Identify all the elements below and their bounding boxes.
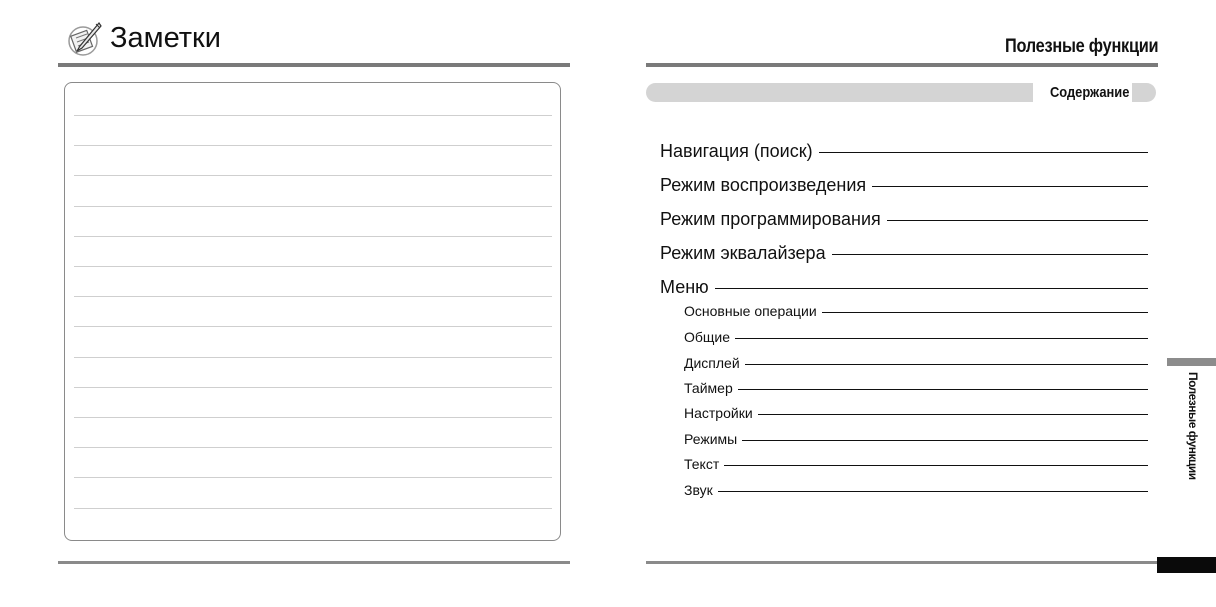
toc-subentry[interactable]	[684, 355, 1148, 371]
toc-subentry-label: Режимы	[684, 431, 738, 447]
contents-label-text: Содержание	[1049, 84, 1129, 101]
toc-leader-line	[742, 440, 1148, 441]
toc-subentry-label: Основные операции	[684, 303, 817, 319]
note-line	[74, 236, 552, 237]
notes-title: Заметки	[110, 22, 221, 54]
toc-subentry[interactable]	[684, 329, 1148, 345]
toc-subentry-label: Настройки	[684, 405, 753, 421]
toc-entry[interactable]	[660, 141, 1148, 162]
toc-leader-line	[735, 338, 1148, 339]
note-line	[74, 115, 552, 116]
toc-entry-label: Режим программирования	[660, 209, 881, 229]
toc-entry[interactable]	[660, 243, 1148, 264]
notes-box	[64, 82, 561, 541]
side-tab-bar	[1167, 358, 1216, 366]
toc-subentry-label: Текст	[684, 456, 720, 472]
note-line	[74, 266, 552, 267]
toc-leader-line	[872, 186, 1148, 187]
bottom-rule-left	[58, 561, 570, 564]
contents-label	[1033, 83, 1132, 102]
toc-subentry-label: Общие	[684, 329, 731, 345]
toc-subentry[interactable]	[684, 303, 1148, 319]
toc-subentry[interactable]	[684, 456, 1148, 472]
toc-subentry-label: Таймер	[684, 380, 733, 396]
note-line	[74, 296, 552, 297]
toc-entry[interactable]	[660, 277, 1148, 298]
pencil-notepad-icon	[66, 20, 104, 58]
note-line	[74, 447, 552, 448]
note-line	[74, 206, 552, 207]
toc-entry-label: Режим воспроизведения	[660, 175, 867, 195]
toc-entry[interactable]	[660, 209, 1148, 230]
toc-leader-line	[724, 465, 1148, 466]
toc-entry-label: Режим эквалайзера	[660, 243, 826, 263]
toc-subentry[interactable]	[684, 380, 1148, 396]
section-title: Полезные функции	[1004, 36, 1158, 57]
toc-leader-line	[745, 364, 1148, 365]
toc-subentry[interactable]	[684, 431, 1148, 447]
toc-leader-line	[819, 152, 1148, 153]
note-line	[74, 145, 552, 146]
toc-leader-line	[715, 288, 1148, 289]
toc-subentry-label: Дисплей	[684, 355, 740, 371]
note-line	[74, 508, 552, 509]
contents-bar	[646, 83, 1156, 102]
side-tab-label: Полезные функции	[1186, 372, 1200, 480]
toc-leader-line	[887, 220, 1148, 221]
note-line	[74, 175, 552, 176]
toc-entry[interactable]	[660, 175, 1148, 196]
toc-subentry-label: Звук	[684, 482, 713, 498]
toc-leader-line	[738, 389, 1148, 390]
toc-leader-line	[832, 254, 1148, 255]
note-line	[74, 357, 552, 358]
bottom-rule-right	[646, 561, 1158, 564]
toc-subentry[interactable]	[684, 482, 1148, 498]
note-line	[74, 417, 552, 418]
note-line	[74, 387, 552, 388]
note-line	[74, 326, 552, 327]
toc-entry-label: Навигация (поиск)	[660, 141, 813, 161]
toc-leader-line	[758, 414, 1148, 415]
top-rule-right	[646, 63, 1158, 67]
page-edge-tab	[1157, 557, 1216, 573]
toc-entry-label: Меню	[660, 277, 709, 297]
toc-subentry[interactable]	[684, 405, 1148, 421]
note-line	[74, 477, 552, 478]
top-rule-left	[58, 63, 570, 67]
toc-leader-line	[822, 312, 1148, 313]
toc-leader-line	[718, 491, 1148, 492]
